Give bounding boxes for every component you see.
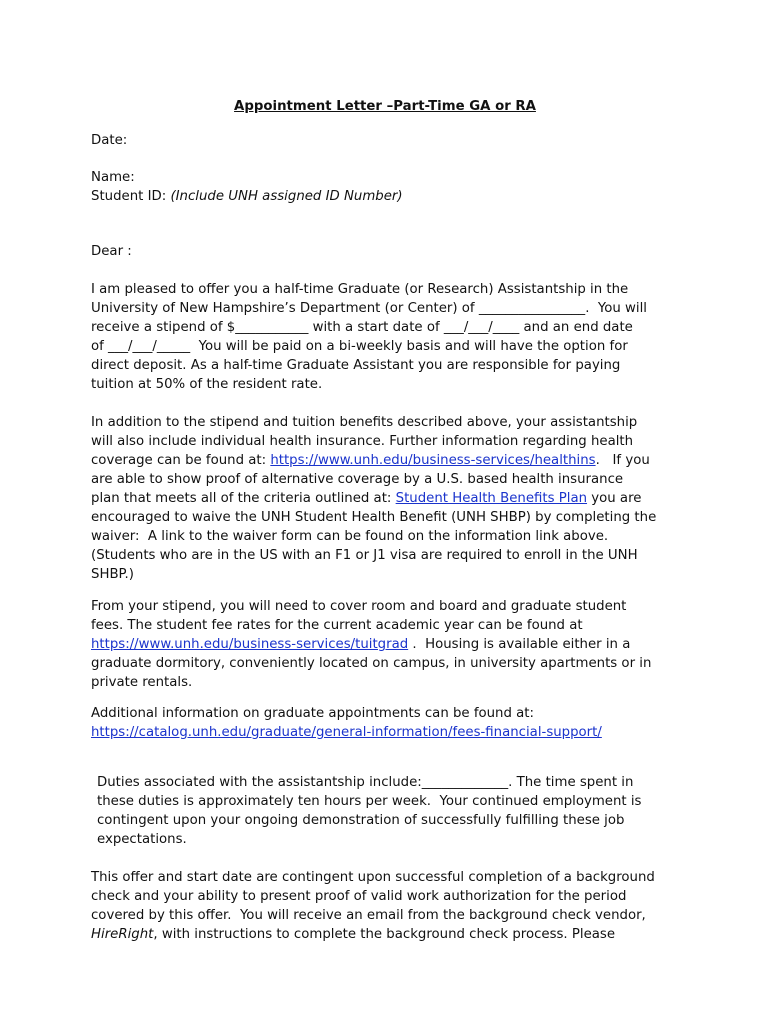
paragraph-line: of ___/___/_____ You will be paid on a bi-weekly basis and will have the option for [91,339,628,354]
paragraph-line: graduate dormitory, conveniently located on campus, in university apartments or in [91,656,652,671]
paragraph-line: (Students who are in the US with an F1 or J1 visa are required to enroll in the UNH [91,548,638,563]
additional-info-paragraph [91,704,687,742]
paragraph-line: Additional information on graduate appointments can be found at: [91,706,534,721]
background-check-paragraph [91,868,687,944]
paragraph-line: receive a stipend of $___________ with a start date of ___/___/____ and an end date [91,320,633,335]
paragraph-line: check and your ability to present proof of valid work authorization for the period [91,889,627,904]
paragraph-line: https://www.unh.edu/business-services/tuitgrad . Housing is available either in a [91,637,631,652]
catalog-fees-link[interactable]: https://catalog.unh.edu/graduate/general-information/fees-financial-support/ [91,725,602,740]
paragraph-line: are able to show proof of alternative coverage by a U.S. based health insurance [91,472,624,487]
paragraph-line: fees. The student fee rates for the current academic year can be found at [91,618,583,633]
paragraph-line: direct deposit. As a half-time Graduate Assistant you are responsible for paying [91,358,621,373]
paragraph-line: HireRight, with instructions to complete the background check process. Please [91,927,616,942]
paragraph-line: will also include individual health insurance. Further information regarding health [91,434,634,449]
paragraph-line [91,723,687,742]
paragraph-line: SHBP.) [91,567,134,582]
paragraph-line: plan that meets all of the criteria outlined at: Student Health Benefits Plan you are [91,491,642,506]
paragraph-line: tuition at 50% of the resident rate. [91,377,323,392]
page-title: Appointment Letter –Part-Time GA or RA [234,99,536,114]
student-id-label: Student ID: [91,189,167,204]
paragraph-line: Duties associated with the assistantship include:_____________. The time spent in [97,775,634,790]
healthins-link[interactable]: https://www.unh.edu/business-services/healthins [270,453,596,468]
date-field-label: Date: [91,133,128,148]
name-field-label: Name: [91,170,135,185]
paragraph-line: expectations. [97,832,187,847]
paragraph-line: University of New Hampshire’s Department (or Center) of ________________. You will [91,301,647,316]
student-id-line [91,187,687,206]
hireright-vendor-name: HireRight [91,927,154,942]
stipend-fees-paragraph [91,597,687,692]
health-insurance-paragraph [91,413,687,584]
student-health-benefits-plan-link[interactable]: Student Health Benefits Plan [395,491,588,506]
tuitgrad-link[interactable]: https://www.unh.edu/business-services/tuitgrad [91,637,409,652]
paragraph-line: coverage can be found at: https://www.unh.edu/business-services/healthins. If you [91,453,650,468]
student-id-hint: (Include UNH assigned ID Number) [170,189,403,204]
paragraph-line: This offer and start date are contingent upon successful completion of a background [91,870,655,885]
paragraph-line: encouraged to waive the UNH Student Health Benefit (UNH SHBP) by completing the [91,510,657,525]
duties-paragraph [97,773,687,849]
offer-paragraph [91,280,687,394]
paragraph-line: From your stipend, you will need to cover room and board and graduate student [91,599,627,614]
paragraph-line: private rentals. [91,675,193,690]
paragraph-line: covered by this offer. You will receive an email from the background check vendor, [91,908,646,923]
paragraph-line: contingent upon your ongoing demonstration of successfully fulfilling these job [97,813,625,828]
paragraph-line: these duties is approximately ten hours per week. Your continued employment is [97,794,642,809]
salutation: Dear : [91,244,132,259]
paragraph-line: In addition to the stipend and tuition benefits described above, your assistantship [91,415,638,430]
paragraph-line: waiver: A link to the waiver form can be found on the information link above. [91,529,609,544]
paragraph-line: I am pleased to offer you a half-time Graduate (or Research) Assistantship in the [91,282,629,297]
